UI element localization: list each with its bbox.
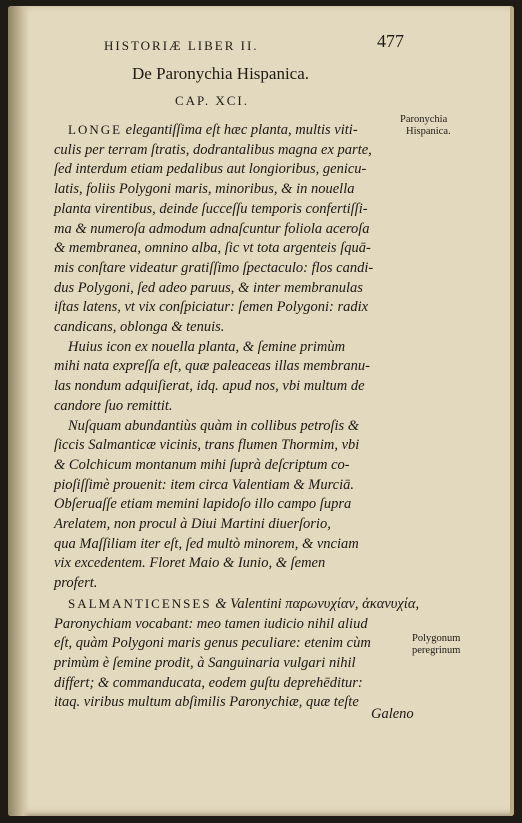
line-text: vix excedentem. Floret Maio & Iunio, & ſemen xyxy=(54,555,326,572)
line-text: ſiccis Salmanticæ vicinis, trans flumen Thormim, vbi xyxy=(54,437,360,454)
line-text: & Colchicum montanum mihi ſuprà deſcriptum co- xyxy=(54,456,350,473)
text-line xyxy=(54,259,414,279)
line-text: & membranea, omnino alba, ſic vt tota argenteis ſquā- xyxy=(54,240,371,257)
marginal-note-polygonum xyxy=(412,633,460,657)
line-text: mihi nata expreſſa eſt, quæ paleaceas illas membranu- xyxy=(54,358,370,375)
line-text: mis conſtare videatur gratiſſimo ſpectaculo: flos candi- xyxy=(54,259,374,276)
line-text: primùm è ſemine prodit, à Sanguinaria vulgari nihil xyxy=(54,654,356,671)
text-line xyxy=(54,456,414,476)
text-line xyxy=(54,239,414,259)
text-line xyxy=(54,120,414,141)
line-text: culis per terram ſtratis, dodrantalibus magna ex parte, xyxy=(54,141,372,158)
text-line xyxy=(54,554,414,574)
text-line xyxy=(54,357,414,377)
text-line xyxy=(54,515,414,535)
text-line xyxy=(54,594,420,615)
line-text: eſt, quàm Polygoni maris genus peculiare: etenim cùm xyxy=(54,635,371,652)
line-text: profert. xyxy=(54,575,98,592)
text-line xyxy=(54,436,414,456)
small-caps-word: LONGE xyxy=(68,122,123,137)
text-line xyxy=(54,220,414,240)
chapter-title: De Paronychia Hispanica. xyxy=(132,64,310,83)
line-text: Arelatem, non procul à Diui Martini diuerſorio, xyxy=(54,516,331,533)
marginal-note-line: Polygonum xyxy=(412,633,461,644)
page-gutter xyxy=(8,6,30,816)
text-line xyxy=(54,674,414,694)
line-text: dus Polygoni, ſed adeo paruus, & inter membranulas xyxy=(54,279,363,296)
line-text: differt; & commanducata, eodem guſtu deprehēditur: xyxy=(54,674,363,691)
text-line xyxy=(54,495,414,515)
text-line xyxy=(54,141,414,161)
chapter-number: CAP. XCI. xyxy=(175,93,249,108)
marginal-note-line: peregrinum xyxy=(412,645,461,656)
line-text: elegantiſſima eſt hæc planta, multis viti- xyxy=(122,122,358,138)
book-page xyxy=(8,6,514,816)
line-text: Huius icon ex nouella planta, & ſemine primùm xyxy=(68,338,346,355)
text-line xyxy=(54,693,414,713)
text-line xyxy=(54,318,414,338)
text-line xyxy=(54,279,414,299)
marginal-note-line: Hispanica. xyxy=(406,126,451,137)
marginal-note-line: Paronychia xyxy=(400,114,448,125)
line-text: ſed interdum etiam pedalibus aut longioribus, genicu- xyxy=(54,161,367,178)
text-line xyxy=(54,654,414,674)
text-line xyxy=(54,377,414,397)
text-line xyxy=(54,338,414,358)
small-caps-word: SALMANTICENSES xyxy=(68,595,212,611)
line-text: planta virentibus, deinde ſucceſſu temporis confertiſſi- xyxy=(54,200,368,217)
page-header xyxy=(104,31,414,54)
line-text: candicans, oblonga & tenuis. xyxy=(54,319,225,336)
line-text: Paronychiam vocabant: meo tamen iudicio nihil aliud xyxy=(54,615,368,632)
text-line xyxy=(54,397,414,417)
text-line xyxy=(54,160,414,180)
text-line xyxy=(54,417,414,437)
line-text: Nuſquam abundantiùs quàm in collibus petroſis & xyxy=(68,417,360,434)
text-line xyxy=(54,298,414,318)
line-text: pioſiſſimè prouenit: item circa Valentiam & Murciā. xyxy=(54,476,355,493)
page-edge xyxy=(510,6,514,816)
line-text: itaq. viribus multum abſimilis Paronychiæ, quæ teſte xyxy=(54,694,359,711)
running-head: HISTORIÆ LIBER II. xyxy=(104,38,259,53)
text-line xyxy=(54,180,414,200)
catchword: Galeno xyxy=(371,706,414,722)
body-text xyxy=(54,120,420,713)
line-text: qua Maſſiliam iter eſt, ſed multò minorem, & vnciam xyxy=(54,535,359,552)
text-line xyxy=(54,535,414,555)
line-text: candore ſuo remittit. xyxy=(54,397,173,414)
text-line xyxy=(54,615,414,635)
line-text: las nondum adquiſierat, idq. apud nos, vbi multum de xyxy=(54,378,365,395)
line-text: iſtas latens, vt vix conſpiciatur: ſemen Polygoni: radix xyxy=(54,299,369,316)
line-text: latis, foliis Polygoni maris, minoribus, & in nouella xyxy=(54,181,355,198)
line-text: & Valentini παρωνυχίαν, ἀκανυχία, xyxy=(211,595,420,612)
text-line xyxy=(54,574,414,594)
line-text: ma & numeroſa admodum adnaſcuntur foliola aceroſa xyxy=(54,220,370,237)
text-line xyxy=(54,634,414,654)
text-line xyxy=(54,476,414,496)
line-text: Obſeruaſſe etiam memini lapidoſo illo campo ſupra xyxy=(54,496,352,513)
page-number: 477 xyxy=(377,31,404,51)
text-line xyxy=(54,200,414,220)
